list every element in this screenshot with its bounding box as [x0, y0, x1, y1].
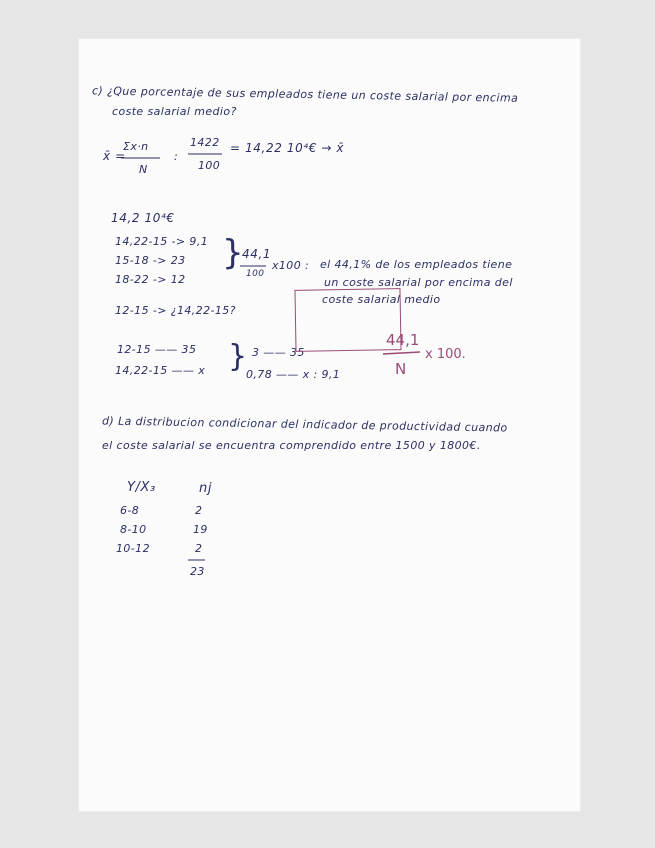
mean-frac-denominator: 100 — [198, 159, 221, 172]
question-d-line2: el coste salarial se encuentra comprendido entre 1500 y 1800€. — [102, 439, 481, 452]
brace-right: } — [222, 233, 245, 273]
work-frac-num: 44,1 — [242, 247, 272, 261]
table-row-freq: 2 — [195, 504, 203, 517]
colon: : — [174, 150, 179, 163]
proportion-row2-right: 0,78 —— x : 9,1 — [246, 368, 341, 381]
table-row-interval: 6-8 — [120, 504, 140, 517]
brace-right-2: } — [228, 339, 248, 374]
mean-frac-numerator: 1422 — [190, 136, 220, 149]
interval-question: 12-15 -> ¿14,22-15? — [115, 304, 236, 317]
conclusion-line2: un coste salarial por encima del — [324, 276, 513, 289]
mean-numerator: Σx·n — [123, 140, 149, 153]
mean-result: = 14,22 10⁴€ → x̄ — [230, 141, 345, 155]
table-row-freq: 2 — [195, 542, 203, 555]
table-row-interval: 8-10 — [120, 523, 147, 536]
table-header-freq: nj — [199, 481, 213, 496]
work-frac-den: 100 — [246, 269, 265, 279]
question-c-line1: c) ¿Que porcentaje de sus empleados tiene un coste salarial por encima — [91, 84, 519, 105]
work-times: x100 : — [272, 259, 310, 272]
table-total: 23 — [190, 565, 205, 578]
mean-label: x̄ = — [103, 149, 126, 163]
proportion-row2-left: 14,22-15 —— x — [115, 364, 206, 377]
boxed-numerator: 44,1 — [386, 331, 420, 349]
boxed-denominator: N — [395, 360, 407, 378]
table-row-freq: 19 — [193, 523, 208, 536]
question-c-line2: coste salarial medio? — [112, 105, 237, 118]
boxed-times: x 100. — [425, 347, 466, 362]
mean-denominator: N — [139, 163, 148, 176]
work-row: 15-18 -> 23 — [115, 254, 186, 267]
question-d-line1: d) La distribucion condicionar del indicador de productividad cuando — [101, 414, 508, 435]
table-row-interval: 10-12 — [116, 542, 150, 555]
conclusion-line3: coste salarial medio — [322, 293, 441, 306]
work-row: 18-22 -> 12 — [115, 273, 186, 286]
work-row: 14,22-15 -> 9,1 — [115, 235, 209, 248]
proportion-row1-left: 12-15 —— 35 — [117, 343, 197, 356]
proportion-row1-right: 3 —— 35 — [252, 346, 305, 359]
work-head: 14,2 10⁴€ — [111, 211, 175, 225]
table-header-interval: Y/X₃ — [127, 480, 156, 495]
conclusion-line1: el 44,1% de los empleados tiene — [320, 258, 513, 271]
